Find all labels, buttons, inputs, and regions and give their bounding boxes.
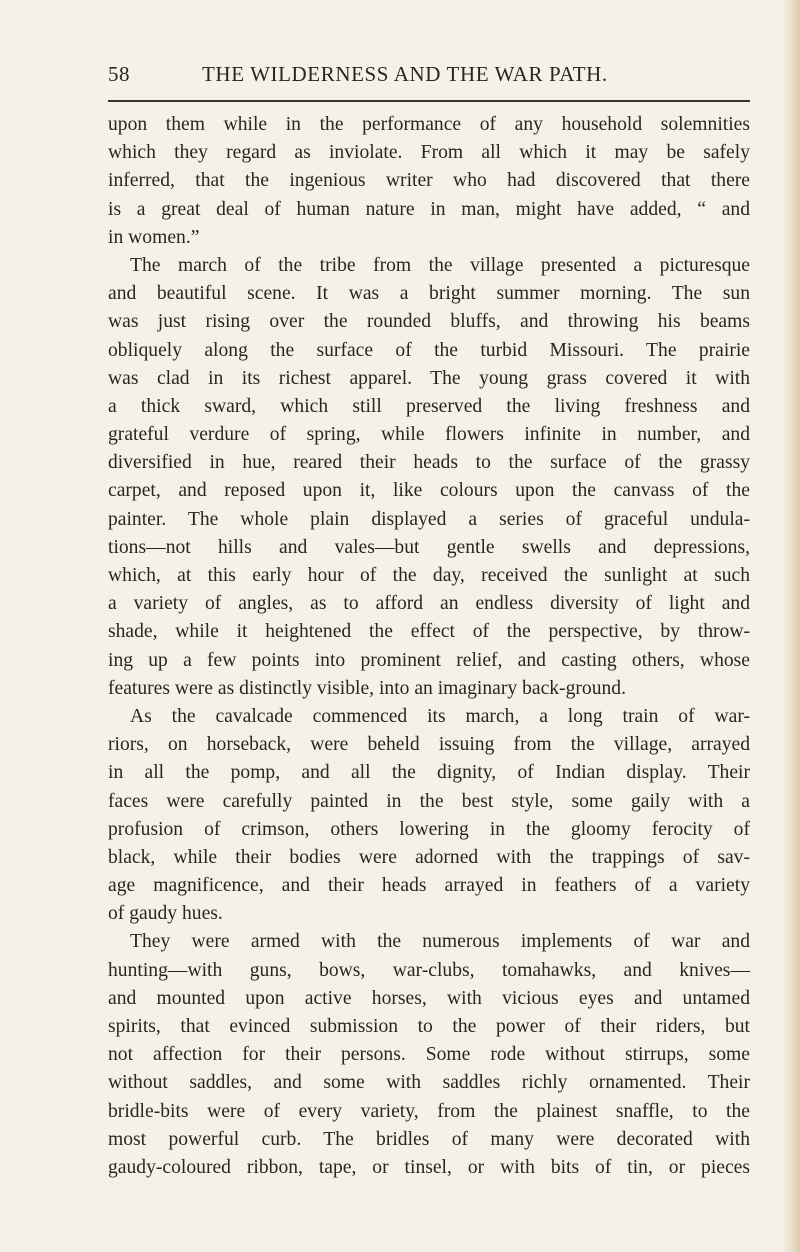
text-line: hunting—with guns, bows, war-clubs, tomahawks, and knives—	[108, 959, 750, 981]
text-line: most powerful curb. The bridles of many were decorated with	[108, 1128, 750, 1150]
text-line: spirits, that evinced submission to the power of their riders, but	[108, 1016, 750, 1037]
text-line: faces were carefully painted in the best style, some gaily with a	[108, 790, 750, 812]
text-line: which they regard as inviolate. From all which it may be safely	[108, 142, 750, 164]
running-title: THE WILDERNESS AND THE WAR PATH.	[202, 62, 608, 86]
text-line: carpet, and reposed upon it, like colours upon the canvass of the	[108, 480, 750, 502]
text-line: gaudy-coloured ribbon, tape, or tinsel, or with bits of tin, or pieces	[108, 1156, 750, 1178]
text-line: ing up a few points into prominent relief, and casting others, whose	[108, 649, 750, 671]
text-line: grateful verdure of spring, while flowers infinite in number, and	[108, 424, 750, 446]
page-edge-shadow	[782, 0, 800, 1252]
text-line: shade, while it heightened the effect of the perspective, by throw-	[108, 621, 750, 643]
text-line: inferred, that the ingenious writer who had discovered that there	[108, 170, 750, 192]
text-line: upon them while in the performance of any household solemnities	[108, 114, 750, 135]
text-line: without saddles, and some with saddles richly ornamented. Their	[108, 1072, 750, 1094]
text-line: is a great deal of human nature in man, might have added, “ and	[108, 198, 750, 220]
text-line: They were armed with the numerous implements of war and	[130, 931, 750, 953]
text-line: a variety of angles, as to afford an endless diversity of light and	[108, 593, 750, 615]
text-line: which, at this early hour of the day, received the sunlight at such	[108, 565, 750, 586]
text-line: black, while their bodies were adorned with the trappings of sav-	[108, 846, 750, 868]
text-line: riors, on horseback, were beheld issuing from the village, arrayed	[108, 734, 750, 756]
text-line: a thick sward, which still preserved the living freshness and	[108, 395, 750, 417]
text-line: diversified in hue, reared their heads to the surface of the grassy	[108, 452, 750, 474]
text-line: of gaudy hues.	[108, 903, 223, 925]
text-line: features were as distinctly visible, into an imaginary back-ground.	[108, 677, 626, 699]
text-line: was just rising over the rounded bluffs, and throwing his beams	[108, 311, 750, 333]
text-line: in all the pomp, and all the dignity, of Indian display. Their	[108, 762, 750, 784]
text-line: profusion of crimson, others lowering in the gloomy ferocity of	[108, 818, 750, 840]
text-line: The march of the tribe from the village presented a picturesque	[130, 254, 750, 276]
page-number: 58	[108, 62, 130, 86]
text-line: bridle-bits were of every variety, from the plainest snaffle, to the	[108, 1100, 750, 1122]
body-text	[108, 111, 750, 1182]
text-line: tions—not hills and vales—but gentle swells and depressions,	[108, 536, 750, 558]
text-line: and beautiful scene. It was a bright summer morning. The sun	[108, 283, 750, 305]
header-rule	[108, 100, 750, 102]
text-line: not affection for their persons. Some rode without stirrups, some	[108, 1044, 750, 1066]
text-line: As the cavalcade commenced its march, a long train of war-	[130, 705, 750, 727]
text-line: and mounted upon active horses, with vicious eyes and untamed	[108, 987, 750, 1009]
text-line: in women.”	[108, 226, 200, 248]
text-line: was clad in its richest apparel. The young grass covered it with	[108, 367, 750, 389]
text-line: age magnificence, and their heads arrayed in feathers of a variety	[108, 875, 750, 897]
text-line: painter. The whole plain displayed a series of graceful undula-	[108, 508, 750, 530]
page-header	[108, 62, 750, 92]
text-line: obliquely along the surface of the turbid Missouri. The prairie	[108, 339, 750, 361]
